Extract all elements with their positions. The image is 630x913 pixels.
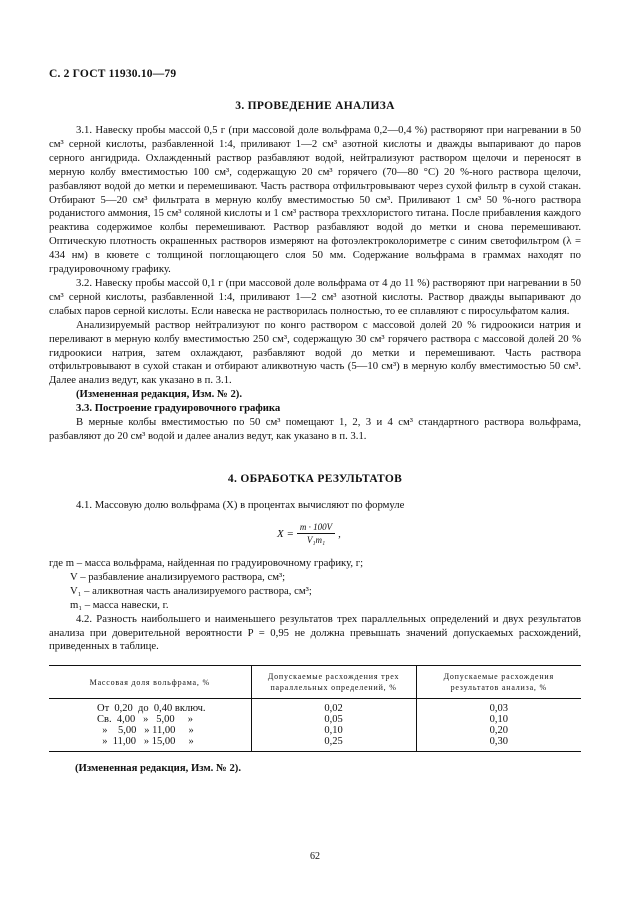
formula-denominator: V₁m₁ (306, 535, 326, 545)
table-header-row (49, 666, 581, 699)
table-header-cell: Допускаемые расхождения результатов анализа, % (416, 666, 581, 699)
table-cell: Св. 4,00 » 5,00 » (97, 714, 193, 725)
edit-note-2: (Измененная редакция, Изм. № 2). (75, 762, 242, 774)
table-cell: 0,02 (251, 699, 416, 715)
table-cell: 0,30 (416, 736, 581, 752)
section-3-body (49, 124, 581, 444)
section-4-intro (49, 499, 581, 513)
table-cell: 0,25 (251, 736, 416, 752)
formula-lhs: X = (277, 527, 294, 540)
paragraph-3-2: 3.2. Навеску пробы массой 0,1 г (при массовой доле вольфрама от 4 до 11 %) растворяют при нагревании в 50 см³ серной кислоты, разбавленной 1:4, приливают 1—2 см³ азотной кислоты. Раствор дважды выпаривают до слабых паров серной кислоты. Если навеска не растворилась полностью, то ее сплавляют с пиросульфатом калия. (49, 276, 581, 317)
table-cell: 0,20 (416, 725, 581, 736)
paragraph-3-2-cont: Анализируемый раствор нейтрализуют по конго раствором с массовой долей 20 % гидроокиси натрия и переливают в мерную колбу вместимостью 250 см³, содержащую 30 см³ горячего раствора с массовой долей 20 % гидроокиси натрия, затем охлаждают, разбавляют водой до метки и перемешивают. Часть раствора отфильтровывают в сухой стакан и отбирают аликвотную часть (5—10 см³) в мерную колбу вместимостью 50 см³. Далее анализ ведут, как указано в п. 3.1. (49, 318, 581, 387)
table-header-cell: Допускаемые расхождения трех параллельных определений, % (251, 666, 416, 699)
table-cell: » 11,00 » 15,00 » (49, 736, 251, 752)
table-cell: 0,10 (251, 725, 416, 736)
formula-fraction (297, 522, 335, 545)
tolerance-table (49, 665, 581, 752)
formula-tail: , (338, 527, 341, 540)
definition-V1: V₁ – аликвотная часть анализируемого раствора, см³; (70, 584, 312, 597)
paragraph-4-2: 4.2. Разность наибольшего и наименьшего результатов трех параллельных определений и двух результатов анализа при доверительной вероятности P = 0,95 не должна превышать значений допускаемых расхождений, приведенных в таблице. (49, 612, 581, 653)
running-header: С. 2 ГОСТ 11930.10—79 (49, 68, 177, 80)
table-cell: 0,10 (416, 714, 581, 725)
table-row (49, 725, 581, 736)
table-row (49, 736, 581, 752)
paragraph-3-1: 3.1. Навеску пробы массой 0,5 г (при массовой доле вольфрама 0,2—0,4 %) растворяют при нагревании в 50 см³ серной кислоты, разбавленной 1:4, приливают 1—2 см³ азотной кислоты и дважды выпаривают до паров серного ангидрида. Охлажденный раствор разбавляют водой, нейтрализуют раствором щелочи и переносят в мерную колбу вместимостью 100 см³, содержащую 20 см³ горячего (70—80 °С) 20 %-ного раствора щелочи, разбавляют водой до метки и перемешивают. Часть раствора отфильтровывают через сухой фильтр в сухой стакан. Отбирают 5—20 см³ фильтрата в мерную колбу вместимостью 50 см³. Приливают 1 см³ 50 %-ного раствора роданистого аммония, 15 см³ соляной кислоты и 1 см³ раствора треххлористого титана. После прибавления каждого реактива содержимое колбы перемешивают. Раствор разбавляют водой до метки и снова перемешивают. Оптическую плотность окрашенных растворов измеряют на фотоэлектроколориметре с синим светофильтром (λ = 434 нм) в кювете с толщиной поглощающего слоя 50 мм. Содержание вольфрама в граммах находят по градуировочному графику. (49, 124, 581, 276)
table-cell: 0,03 (416, 699, 581, 715)
definition-V: V – разбавление анализируемого раствора, см³; (70, 570, 286, 583)
formula (277, 522, 341, 545)
table-cell: От 0,20 до 0,40 включ. (97, 703, 206, 714)
paragraph-3-3: В мерные колбы вместимостью по 50 см³ помещают 1, 2, 3 и 4 см³ стандартного раствора вольфрама, разбавляют до 20 см³ водой и далее анализ ведут, как указано в п. 3.1. (49, 416, 581, 442)
formula-definitions (49, 557, 581, 654)
section-3-title: 3. ПРОВЕДЕНИЕ АНАЛИЗА (235, 100, 395, 112)
table-header-cell: Массовая доля вольфрама, % (49, 666, 251, 699)
table-cell: 0,05 (251, 714, 416, 725)
formula-numerator: m · 100V (297, 522, 335, 534)
page-number: 62 (310, 851, 320, 862)
definition-m1: m₁ – масса навески, г. (70, 598, 169, 611)
definition-m: где m – масса вольфрама, найденная по градуировочному графику, г; (49, 557, 364, 569)
edit-note-1: (Измененная редакция, Изм. № 2). (76, 388, 243, 401)
table-row (49, 714, 581, 725)
section-4-title: 4. ОБРАБОТКА РЕЗУЛЬТАТОВ (227, 473, 403, 485)
subsection-3-3-title: 3.3. Построение градуировочного графика (76, 402, 281, 415)
table-cell: » 5,00 » 11,00 » (97, 725, 194, 736)
paragraph-4-1: 4.1. Массовую долю вольфрама (X) в процентах вычисляют по формуле (76, 499, 405, 511)
table-row (49, 699, 581, 715)
